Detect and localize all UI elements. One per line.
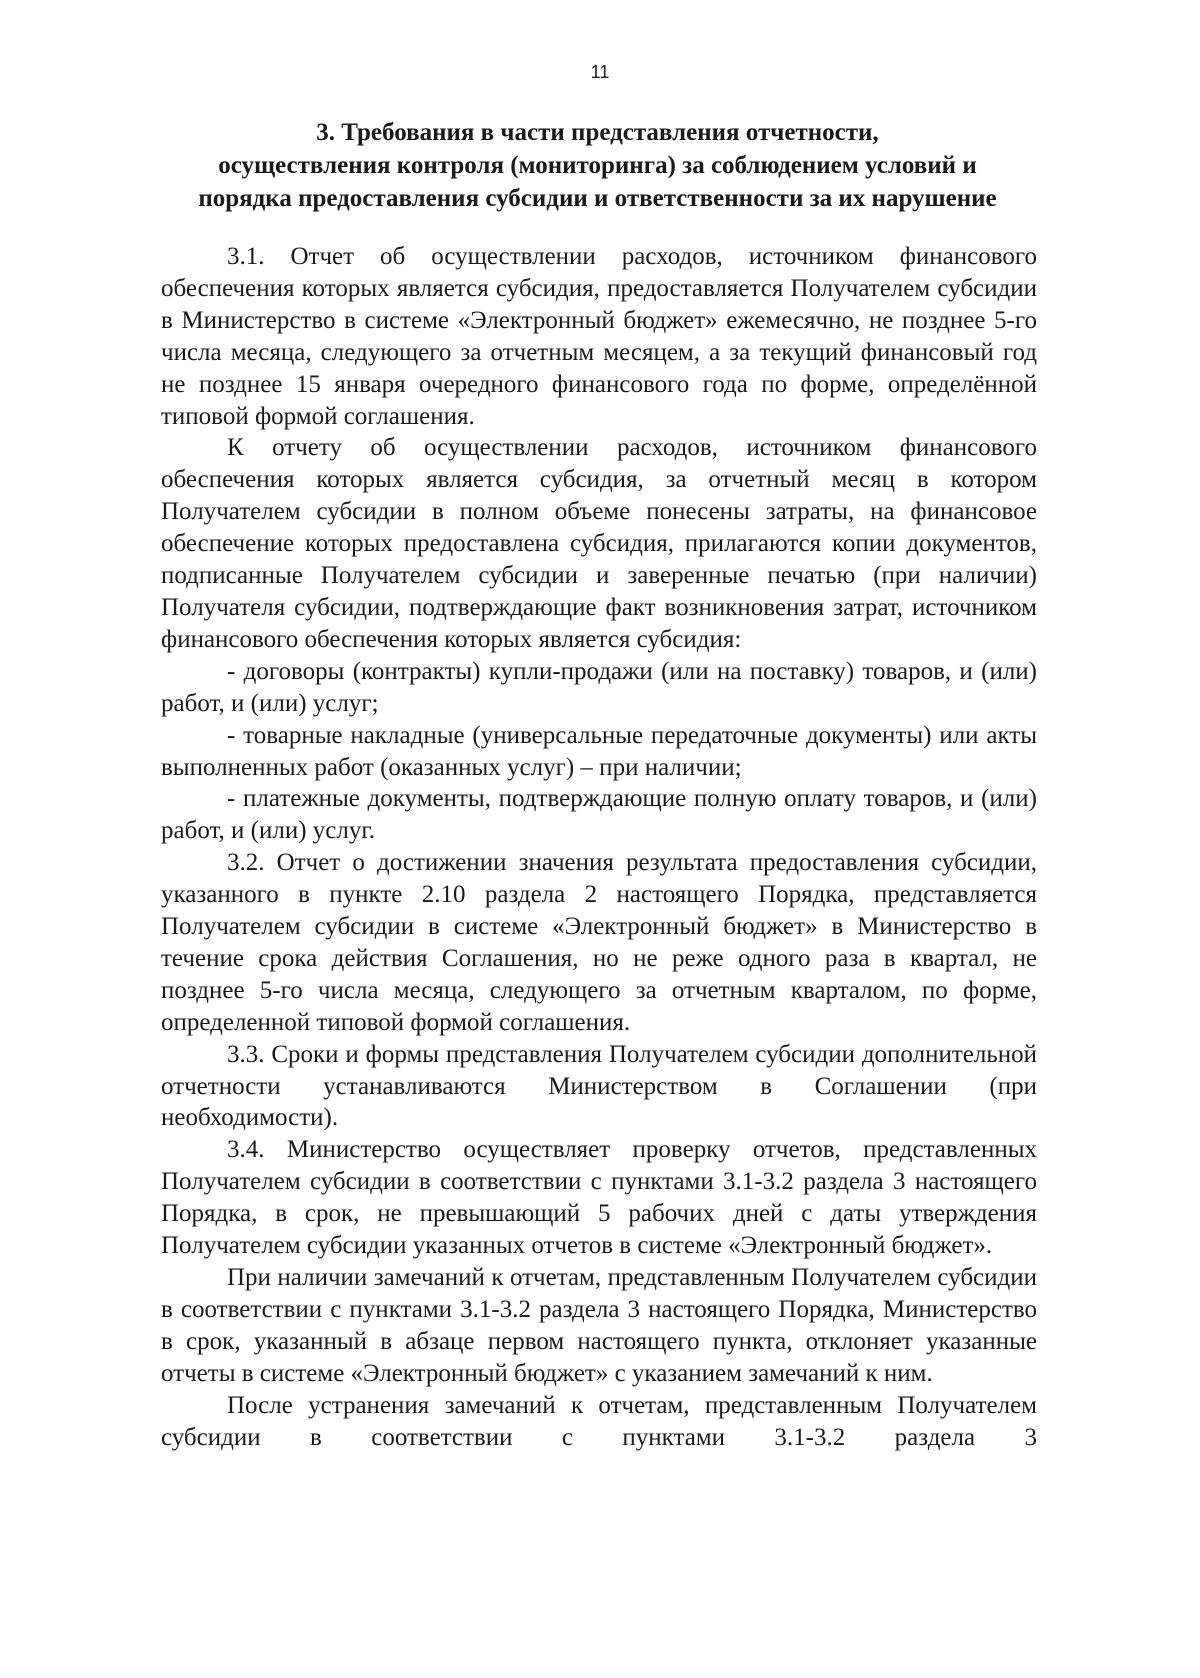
paragraph-3-4: 3.4. Министерство осуществляет проверку отчетов, представленных Получателем субсидии в соответствии с пунктами 3.1-3.2 раздела 3 настоящего Порядка, в срок, не превышающий 5 рабочих дней с даты утверждения Получателем субсидии указанных отчетов в системе «Электронный бюджет». bbox=[161, 1136, 1037, 1260]
list-item-payments: - платежные документы, подтверждающие полную оплату товаров, и (или) работ, и (или) услуг. bbox=[161, 785, 1037, 845]
section-heading bbox=[150, 116, 1045, 215]
list-item-contracts: - договоры (контракты) купли-продажи (или на поставку) товаров, и (или) работ, и (или) услуг; bbox=[161, 657, 1037, 717]
paragraph-3-2: 3.2. Отчет о достижении значения результата предоставления субсидии, указанного в пункте 2.10 раздела 2 настоящего Порядка, представляется Получателем субсидии в системе «Электронный бюджет» в Министерство в течение срока действия Соглашения, но не реже одного раза в квартал, не позднее 5-го числа месяца, следующего за отчетным кварталом, по форме, определенной типовой формой соглашения. bbox=[161, 849, 1037, 1036]
paragraph-remarks: При наличии замечаний к отчетам, представленным Получателем субсидии в соответствии с пунктами 3.1-3.2 раздела 3 настоящего Порядка, Министерство в срок, указанный в абзаце первом настоящего пункта, отклоняет указанные отчеты в системе «Электронный бюджет» с указанием замечаний к ним. bbox=[161, 1264, 1037, 1387]
document-body bbox=[161, 241, 1037, 1453]
page-number: 11 bbox=[590, 62, 610, 82]
paragraph-after-remarks: После устранения замечаний к отчетам, представленным Получателем субсидии в соответствии с пунктами 3.1-3.2 раздела 3 bbox=[161, 1391, 1037, 1451]
paragraph-3-3: 3.3. Сроки и формы представления Получателем субсидии дополнительной отчетности устанавливаются Министерством в Соглашении (при необходимости). bbox=[161, 1040, 1037, 1132]
heading-line: 3. Требования в части представления отчетности, bbox=[316, 119, 879, 146]
heading-line: осуществления контроля (мониторинга) за соблюдением условий и bbox=[218, 152, 977, 179]
paragraph-3-1: 3.1. Отчет об осуществлении расходов, источником финансового обеспечения которых является субсидия, предоставляется Получателем субсидии в Министерство в системе «Электронный бюджет» ежемесячно, не позднее 5-го числа месяца, следующего за отчетным месяцем, а за текущий финансовый год не позднее 15 января очередного финансового года по форме, определённой типовой формой соглашения. bbox=[161, 243, 1037, 430]
heading-line: порядка предоставления субсидии и ответственности за их нарушение bbox=[198, 185, 997, 212]
list-item-waybills: - товарные накладные (универсальные передаточные документы) или акты выполненных работ (оказанных услуг) – при наличии; bbox=[161, 721, 1037, 781]
paragraph-attachments: К отчету об осуществлении расходов, источником финансового обеспечения которых является субсидия, за отчетный месяц в котором Получателем субсидии в полном объеме понесены затраты, на финансовое обеспечение которых предоставлена субсидия, прилагаются копии документов, подписанные Получателем субсидии и заверенные печатью (при наличии) Получателя субсидии, подтверждающие факт возникновения затрат, источником финансового обеспечения которых является субсидия: bbox=[161, 434, 1037, 653]
